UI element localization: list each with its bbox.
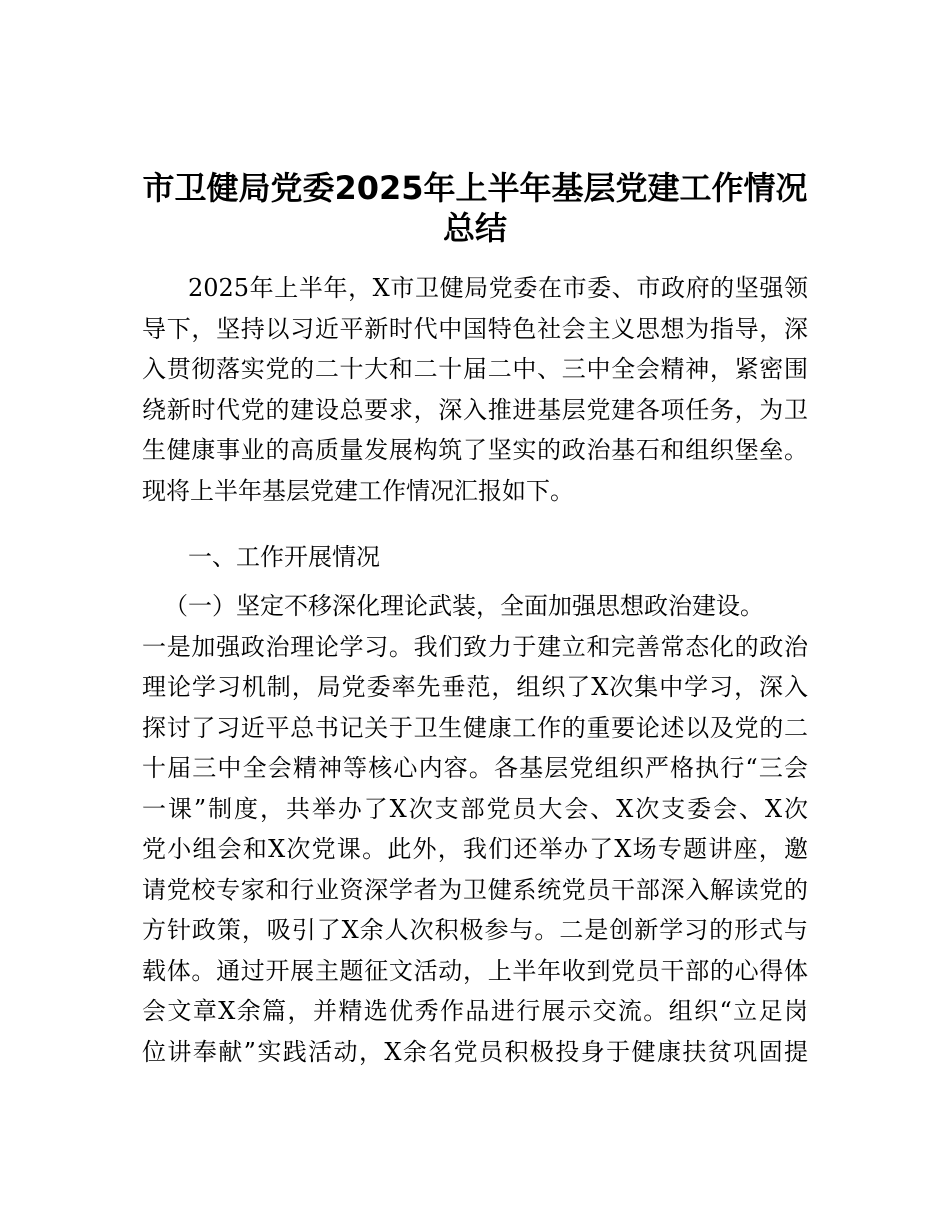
subsection-paragraph [142, 586, 808, 1072]
paragraph-line: 载体。通过开展主题征文活动，上半年收到党员干部的心得体 [142, 956, 808, 985]
subsection-heading-line: （一）坚定不移深化理论武装，全面加强思想政治建设。 [164, 592, 764, 620]
section-heading: 一、工作开展情况 [188, 543, 380, 571]
paragraph-line: 请党校专家和行业资深学者为卫健系统党员干部深入解读党的 [142, 875, 808, 904]
paragraph-line: 位讲奉献”实践活动，X余名党员积极投身于健康扶贫巩固提 [142, 1037, 808, 1066]
paragraph-line: 十届三中全会精神等核心内容。各基层党组织严格执行“三会 [142, 754, 808, 782]
paragraph-line: 生健康事业的高质量发展构筑了坚实的政治基石和组织堡垒。 [142, 436, 808, 464]
intro-paragraph [142, 268, 808, 511]
paragraph-line: 一课”制度，共举办了X次支部党员大会、X次支委会、X次 [142, 794, 808, 823]
document-title-line-1: 市卫健局党委2025年上半年基层党建工作情况 [142, 169, 808, 207]
paragraph-line: 2025年上半年，X市卫健局党委在市委、市政府的坚强领 [188, 274, 808, 302]
paragraph-line: 现将上半年基层党建工作情况汇报如下。 [142, 476, 574, 505]
paragraph-line: 会文章X余篇，并精选优秀作品进行展示交流。组织“立足岗 [142, 997, 808, 1025]
paragraph-line: 绕新时代党的建设总要求，深入推进基层党建各项任务，为卫 [142, 395, 808, 424]
paragraph-line: 探讨了习近平总书记关于卫生健康工作的重要论述以及党的二 [142, 713, 808, 742]
paragraph-line: 方针政策，吸引了X余人次积极参与。二是创新学习的形式与 [142, 916, 808, 944]
paragraph-line: 入贯彻落实党的二十大和二十届二中、三中全会精神，紧密围 [142, 355, 808, 383]
paragraph-line: 导下，坚持以习近平新时代中国特色社会主义思想为指导，深 [142, 314, 808, 343]
paragraph-line: 理论学习机制，局党委率先垂范，组织了X次集中学习，深入 [142, 673, 808, 701]
document-title-line-2: 总结 [442, 209, 507, 247]
paragraph-line: 党小组会和X次党课。此外，我们还举办了X场专题讲座，邀 [142, 835, 808, 863]
paragraph-line: 一是加强政治理论学习。我们致力于建立和完善常态化的政治 [142, 632, 808, 661]
